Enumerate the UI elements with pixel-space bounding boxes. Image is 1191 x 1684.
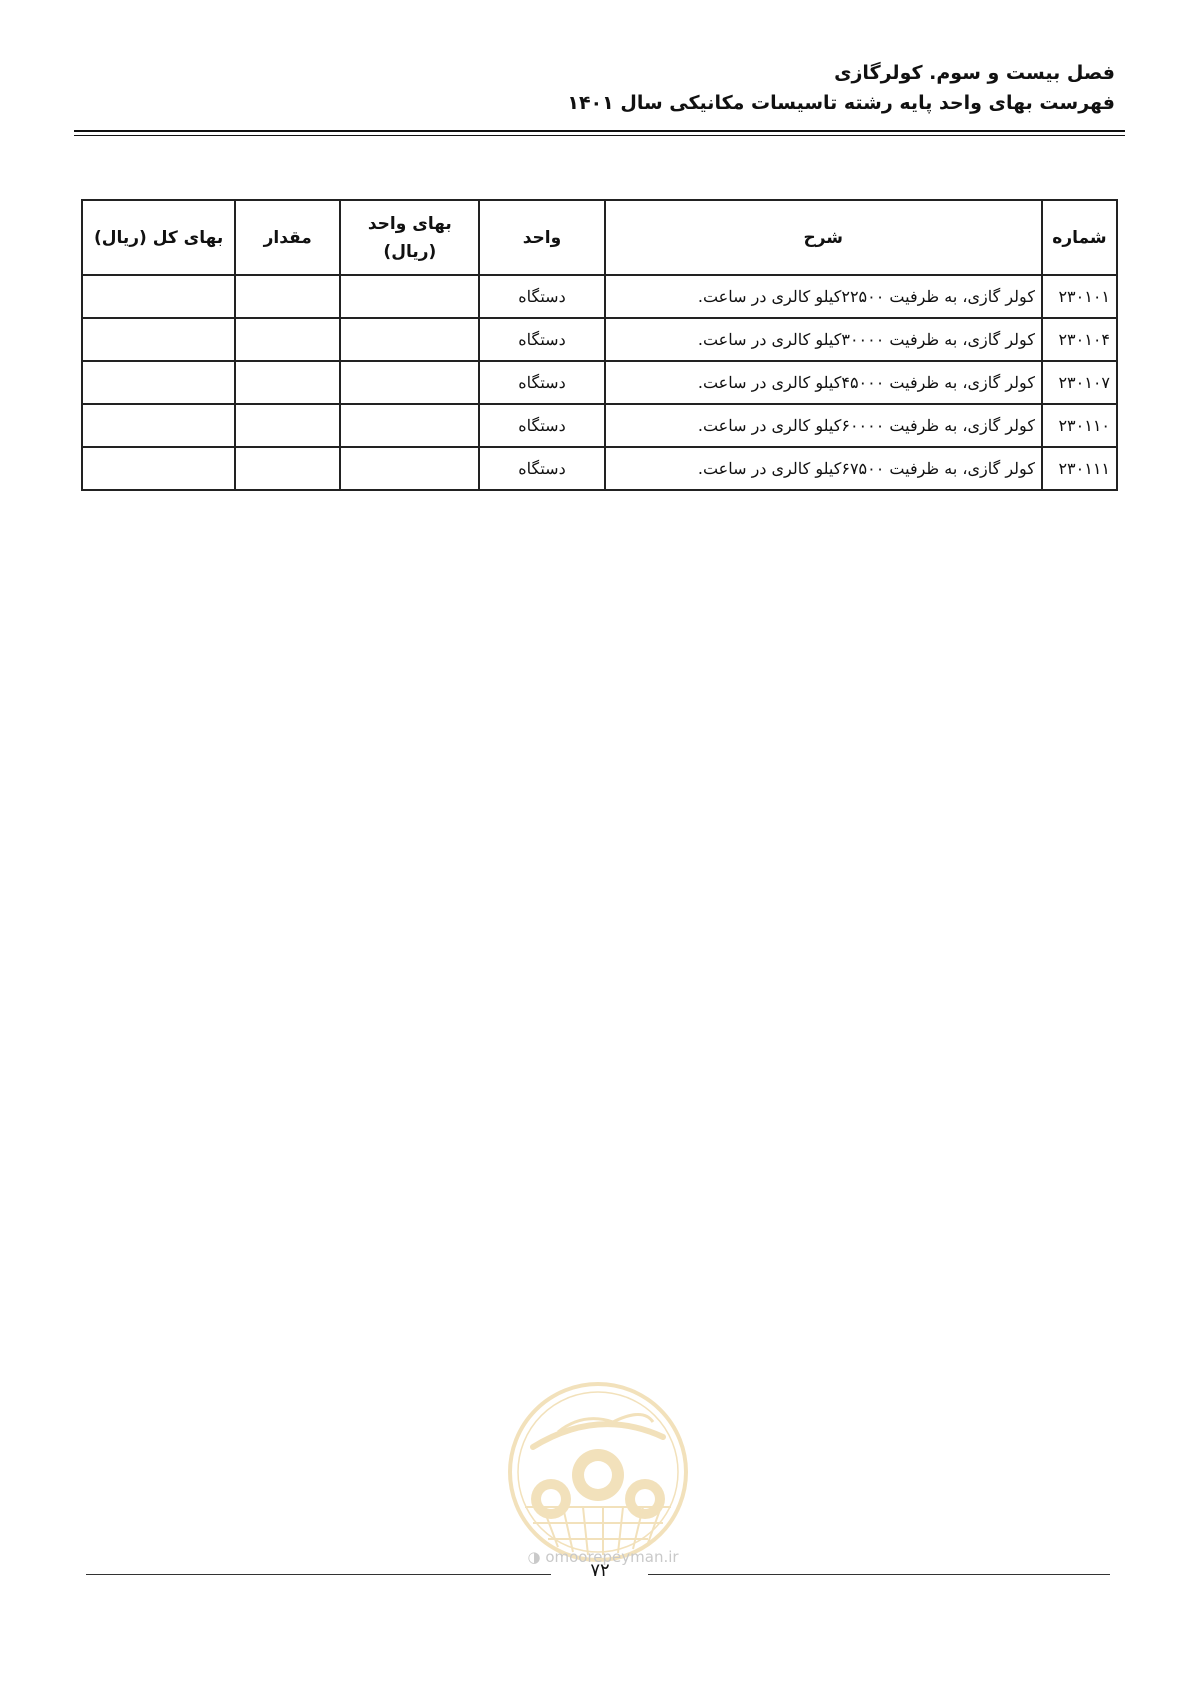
cell-unit-price [340,361,479,404]
document-subtitle: فهرست بهای واحد پایه رشته تاسیسات مکانیکی سال ۱۴۰۱ [567,92,1115,114]
cell-code: ۲۳۰۱۱۱ [1042,447,1117,490]
cell-quantity [235,361,340,404]
column-header-unit: واحد [479,200,604,275]
column-header-total-price: بهای کل (ریال) [82,200,235,275]
page-header [65,58,1115,118]
column-header-unit-price [340,200,479,275]
cell-total-price [82,404,235,447]
cell-unit-price [340,447,479,490]
cell-code: ۲۳۰۱۰۴ [1042,318,1117,361]
cell-code: ۲۳۰۱۰۷ [1042,361,1117,404]
cell-unit-price [340,275,479,318]
omoor-peyman-logo-watermark [503,1377,693,1567]
cell-total-price [82,275,235,318]
cell-unit-price [340,404,479,447]
cell-quantity [235,404,340,447]
cell-unit: دستگاه [479,404,604,447]
price-list-table [81,199,1118,491]
cell-description: کولر گازی، به ظرفیت ۶۰۰۰۰کیلو کالری در ساعت. [605,404,1042,447]
table-row [82,404,1117,447]
header-rule-thin [74,135,1125,136]
unit-price-header-line2: (ریال) [383,241,437,262]
cell-description: کولر گازی، به ظرفیت ۳۰۰۰۰کیلو کالری در ساعت. [605,318,1042,361]
cell-total-price [82,318,235,361]
globe-icon: ◑ [527,1548,541,1566]
chapter-title: فصل بیست و سوم. کولرگازی [834,62,1115,84]
cell-quantity [235,318,340,361]
footer-rule-left [86,1574,551,1575]
column-header-code: شماره [1042,200,1117,275]
footer-rule-right [648,1574,1110,1575]
cell-quantity [235,275,340,318]
header-rule-thick [74,130,1125,132]
cell-unit: دستگاه [479,275,604,318]
cell-code: ۲۳۰۱۱۰ [1042,404,1117,447]
cell-description: کولر گازی، به ظرفیت ۲۲۵۰۰کیلو کالری در ساعت. [605,275,1042,318]
cell-unit: دستگاه [479,361,604,404]
table-row [82,275,1117,318]
table-row [82,318,1117,361]
cell-total-price [82,361,235,404]
cell-code: ۲۳۰۱۰۱ [1042,275,1117,318]
cell-quantity [235,447,340,490]
table-row [82,447,1117,490]
cell-unit: دستگاه [479,318,604,361]
table-header-row [82,200,1117,275]
column-header-quantity: مقدار [235,200,340,275]
unit-price-header-line1: بهای واحد [367,213,452,234]
cell-total-price [82,447,235,490]
cell-unit-price [340,318,479,361]
cell-description: کولر گازی، به ظرفیت ۴۵۰۰۰کیلو کالری در ساعت. [605,361,1042,404]
watermark-site-text: omoorepeyman.ir [545,1548,679,1566]
page-number: ۷۲ [590,1560,610,1581]
cell-unit: دستگاه [479,447,604,490]
cell-description: کولر گازی، به ظرفیت ۶۷۵۰۰کیلو کالری در ساعت. [605,447,1042,490]
table-row [82,361,1117,404]
column-header-description: شرح [605,200,1042,275]
